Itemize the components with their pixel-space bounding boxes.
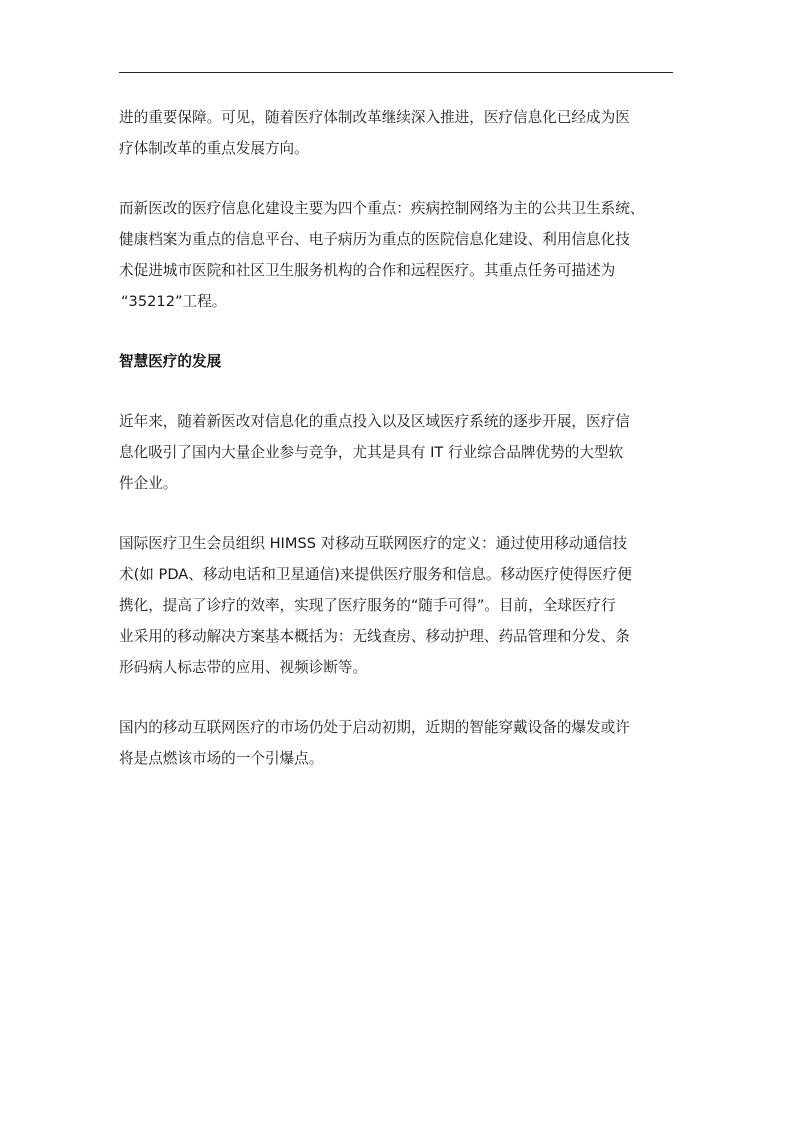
text-line: 而新医改的医疗信息化建设主要为四个重点：疾病控制网络为主的公共卫生系统、 [119, 200, 645, 217]
paragraph-reform-direction [119, 102, 673, 164]
text-line: 进的重要保障。可见，随着医疗体制改革继续深入推进，医疗信息化已经成为医 [119, 109, 630, 126]
text-line: 近年来，随着新医改对信息化的重点投入以及区域医疗系统的逐步开展，医疗信 [119, 413, 630, 430]
text-line: 疗体制改革的重点发展方向。 [119, 140, 309, 157]
text-line: 形码病人标志带的应用、视频诊断等。 [119, 659, 368, 676]
text-line: 将是点燃该市场的一个引爆点。 [119, 750, 324, 767]
text-line: 术(如 PDA、移动电话和卫星通信)来提供医疗服务和信息。移动医疗使得医疗便 [119, 566, 632, 583]
document-body [119, 102, 673, 774]
text-line: 件企业。 [119, 475, 178, 492]
text-line: 息化吸引了国内大量企业参与竞争，尤其是具有 IT 行业综合品牌优势的大型软 [119, 444, 624, 461]
section-heading: 智慧医疗的发展 [119, 353, 222, 370]
paragraph-recent-years [119, 406, 673, 499]
paragraph-four-priorities [119, 193, 673, 317]
text-line: 国内的移动互联网医疗的市场仍处于启动初期，近期的智能穿戴设备的爆发或许 [119, 719, 630, 736]
text-line: 术促进城市医院和社区卫生服务机构的合作和远程医疗。其重点任务可描述为 [119, 262, 616, 279]
text-line: 健康档案为重点的信息平台、电子病历为重点的医院信息化建设、利用信息化技 [119, 231, 630, 248]
text-line: “35212”工程。 [121, 293, 227, 310]
text-line: 业采用的移动解决方案基本概括为：无线查房、移动护理、药品管理和分发、条 [119, 628, 630, 645]
header-rule [119, 72, 673, 73]
paragraph-domestic-market [119, 712, 673, 774]
text-line: 携化，提高了诊疗的效率，实现了医疗服务的“随手可得”。目前，全球医疗行 [119, 597, 616, 614]
text-line: 国际医疗卫生会员组织 HIMSS 对移动互联网医疗的定义：通过使用移动通信技 [119, 535, 628, 552]
paragraph-himss-definition [119, 528, 673, 683]
